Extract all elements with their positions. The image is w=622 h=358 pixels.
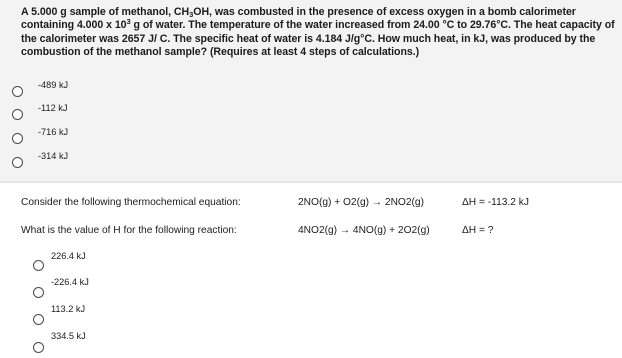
q1-option-3[interactable] xyxy=(0,127,200,141)
q1-option-4[interactable] xyxy=(0,151,200,165)
q2-option-4[interactable] xyxy=(0,331,200,345)
q2-option-3[interactable] xyxy=(0,304,200,318)
q2-radio-1[interactable] xyxy=(33,260,44,271)
q1-subscript: 3 xyxy=(189,10,194,19)
q2-option-1-label: 226.4 kJ xyxy=(51,251,86,261)
q2-option-3-label: 113.2 kJ xyxy=(51,304,86,314)
q1-option-2-label: -112 kJ xyxy=(38,103,68,113)
q2-option-2-label: -226.4 kJ xyxy=(51,277,89,287)
q1-option-3-label: -716 kJ xyxy=(38,127,69,137)
q1-text-part-b: OH, was combusted in the presence of excess oxygen in a bomb calorimeter containing 4.000 x 10 xyxy=(21,6,576,32)
q2-line-2-equation: 4NO2(g) → 4NO(g) + 2O2(g) xyxy=(298,225,430,236)
q2-line-2-label: What is the value of H for the following reaction: xyxy=(21,225,237,236)
q2-radio-4[interactable] xyxy=(33,342,44,353)
q2-line-1-equation: 2NO(g) + O2(g) → 2NO2(g) xyxy=(298,197,424,208)
q2-option-1[interactable] xyxy=(0,251,200,265)
q1-radio-1[interactable] xyxy=(12,86,23,97)
q2-line-2-delta-h: ΔH = ? xyxy=(462,225,494,236)
q1-radio-4[interactable] xyxy=(12,157,23,168)
q1-option-1-label: -489 kJ xyxy=(38,80,69,90)
q2-option-4-label: 334.5 kJ xyxy=(51,331,86,341)
q1-text-part-c: g of water. The temperature of the water increased from 24.00 °C to 29.76°C. The heat capacity of the calorimeter was 2657 J/ C. The specific heat of water is 4.184 J/g°C. How much heat, in kJ, was produced by the combustion of the methanol sample? (Requires at least 4 steps of calculations.) xyxy=(21,19,615,59)
q2-radio-3[interactable] xyxy=(33,314,44,325)
q1-option-1[interactable] xyxy=(0,80,200,94)
q2-line-1-delta-h: ΔH = -113.2 kJ xyxy=(462,197,529,208)
q2-radio-2[interactable] xyxy=(33,287,44,298)
q2-option-2[interactable] xyxy=(0,277,200,291)
q1-radio-3[interactable] xyxy=(12,133,23,144)
q1-text-part-a: A 5.000 g sample of methanol, CH xyxy=(21,6,190,18)
question-2-panel xyxy=(0,183,622,358)
q1-superscript: 3 xyxy=(126,17,131,27)
q1-radio-2[interactable] xyxy=(12,109,23,120)
q1-option-2[interactable] xyxy=(0,103,200,117)
q2-line-1-label: Consider the following thermochemical equation: xyxy=(21,197,241,208)
question-1-text xyxy=(21,6,617,60)
q1-option-4-label: -314 kJ xyxy=(38,151,69,161)
